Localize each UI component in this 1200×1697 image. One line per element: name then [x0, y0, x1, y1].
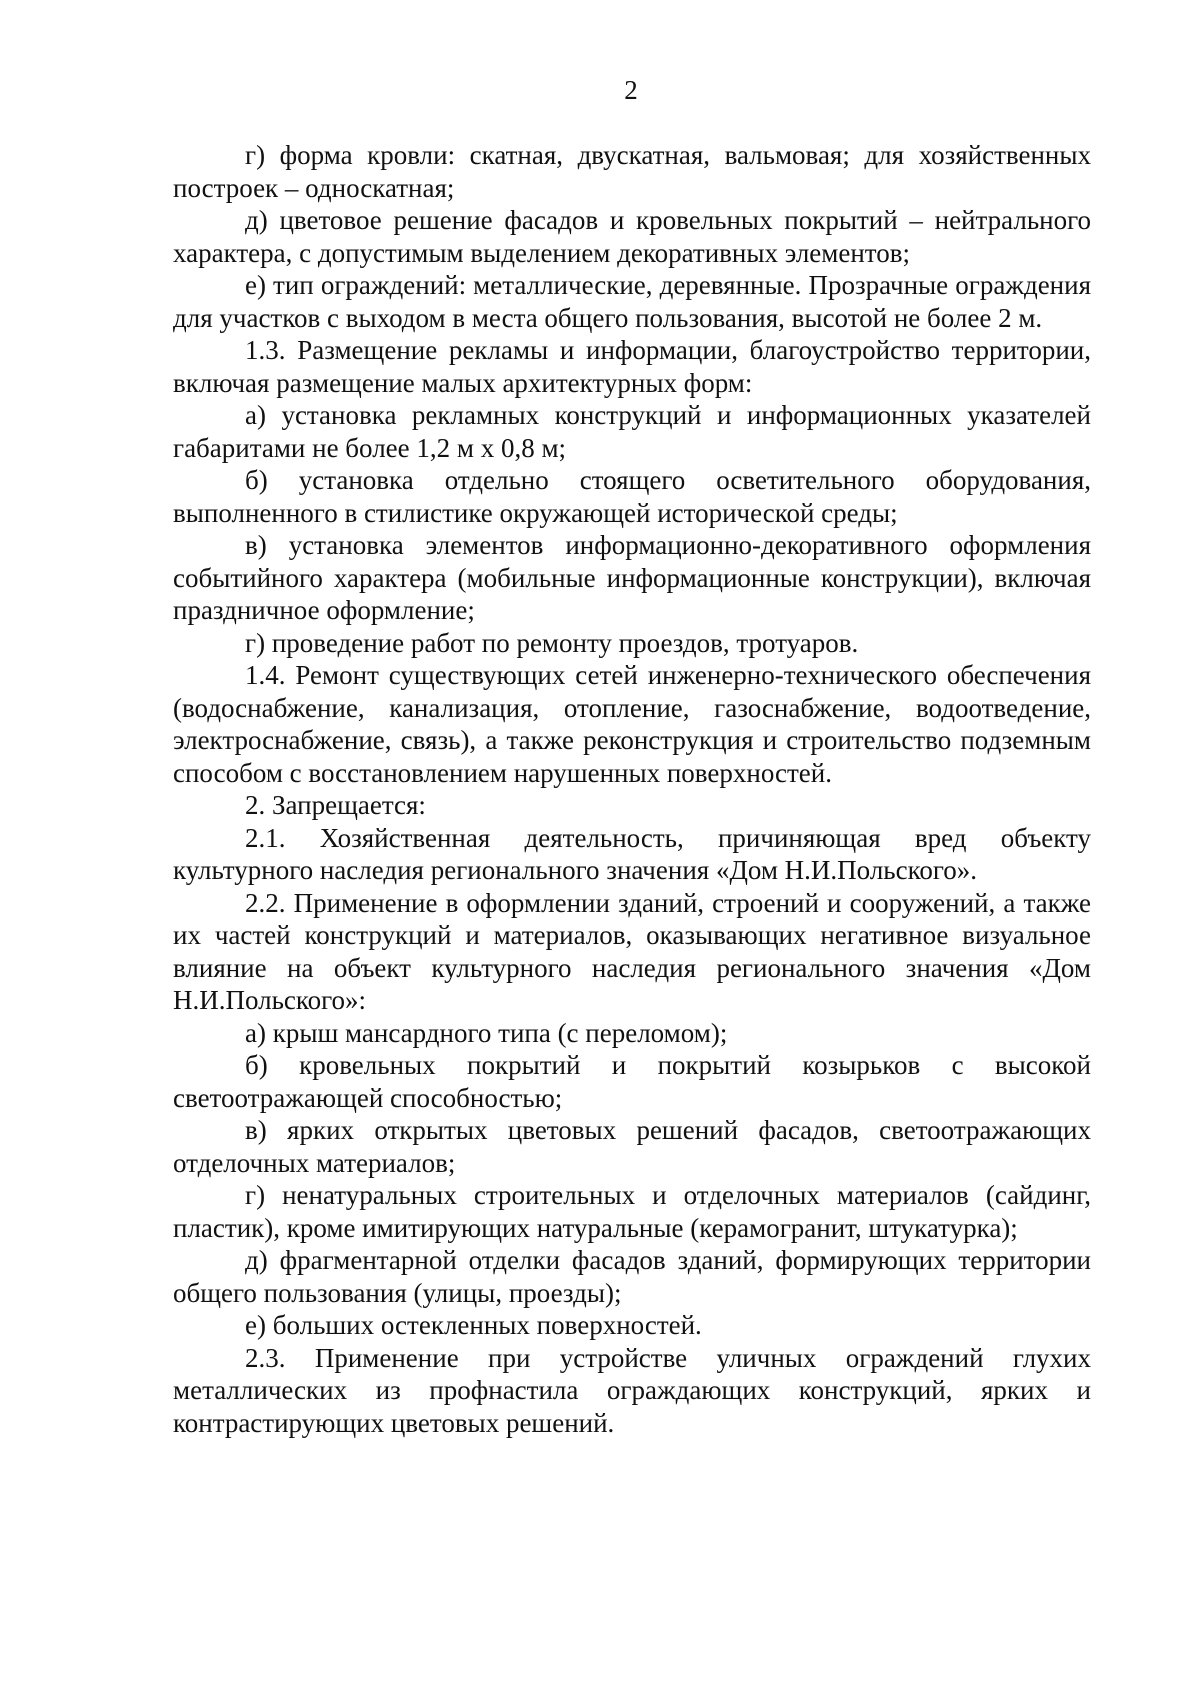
paragraph-d-fragmentary-finish: д) фрагментарной отделки фасадов зданий, формирующих территории общего пользования (улицы, проезды);: [173, 1245, 1091, 1308]
paragraph-d-color-solution: д) цветовое решение фасадов и кровельных покрытий – нейтрального характера, с допустимым выделением декоративных элементов;: [173, 205, 1091, 268]
document-body: [173, 139, 1091, 1439]
paragraph-a-mansard-roofs: а) крыш мансардного типа (с переломом);: [245, 1017, 728, 1048]
paragraph-b-lighting: б) установка отдельно стоящего осветительного оборудования, выполненного в стилистике окружающей исторической среды;: [173, 465, 1091, 528]
paragraph-v-bright-colors: в) ярких открытых цветовых решений фасадов, светоотражающих отделочных материалов;: [173, 1115, 1091, 1178]
paragraph-g-roof-shape: г) форма кровли: скатная, двускатная, вальмовая; для хозяйственных построек – односкатная;: [173, 140, 1091, 203]
section-2-heading: 2. Запрещается:: [245, 790, 426, 820]
paragraph-a-advertising: а) установка рекламных конструкций и информационных указателей габаритами не более 1,2 м х 0,8 м;: [173, 400, 1091, 463]
paragraph-v-decorative: в) установка элементов информационно-декоративного оформления событийного характера (мобильные информационные конструкции), включая праздничное оформление;: [173, 530, 1091, 625]
section-2-3: 2.3. Применение при устройстве уличных ограждений глухих металлических из профнастила ограждающих конструкций, ярких и контрастирующих цветовых решений.: [173, 1342, 1091, 1438]
section-1-4-networks: 1.4. Ремонт существующих сетей инженерно-технического обеспечения (водоснабжение, канализация, отопление, газоснабжение, водоотведение, электроснабжение, связь), а также реконструкция и строительство подземным способом с восстановлением нарушенных поверхностей.: [173, 660, 1091, 788]
paragraph-e-fence-type: е) тип ограждений: металлические, деревянные. Прозрачные ограждения для участков с выходом в места общего пользования, высотой не более 2 м.: [173, 270, 1091, 333]
paragraph-b-reflective-roofs: б) кровельных покрытий и покрытий козырьков с высокой светоотражающей способностью;: [173, 1050, 1091, 1113]
section-1-3-heading: 1.3. Размещение рекламы и информации, благоустройство территории, включая размещение малых архитектурных форм:: [173, 335, 1091, 398]
paragraph-g-artificial-materials: г) ненатуральных строительных и отделочных материалов (сайдинг, пластик), кроме имитирующих натуральные (керамогранит, штукатурка);: [173, 1180, 1091, 1243]
section-2-2: 2.2. Применение в оформлении зданий, строений и сооружений, а также их частей конструкций и материалов, оказывающих негативное визуальное влияние на объект культурного наследия регионального значения «Дом Н.И.Польского»:: [173, 887, 1091, 1015]
page-number: 2: [624, 75, 638, 105]
paragraph-e-glazed-surfaces: е) больших остекленных поверхностей.: [245, 1310, 702, 1340]
section-2-1: 2.1. Хозяйственная деятельность, причиняющая вред объекту культурного наследия регионального значения «Дом Н.И.Польского».: [173, 822, 1091, 885]
paragraph-g-repair-works: г) проведение работ по ремонту проездов, тротуаров.: [245, 627, 859, 658]
